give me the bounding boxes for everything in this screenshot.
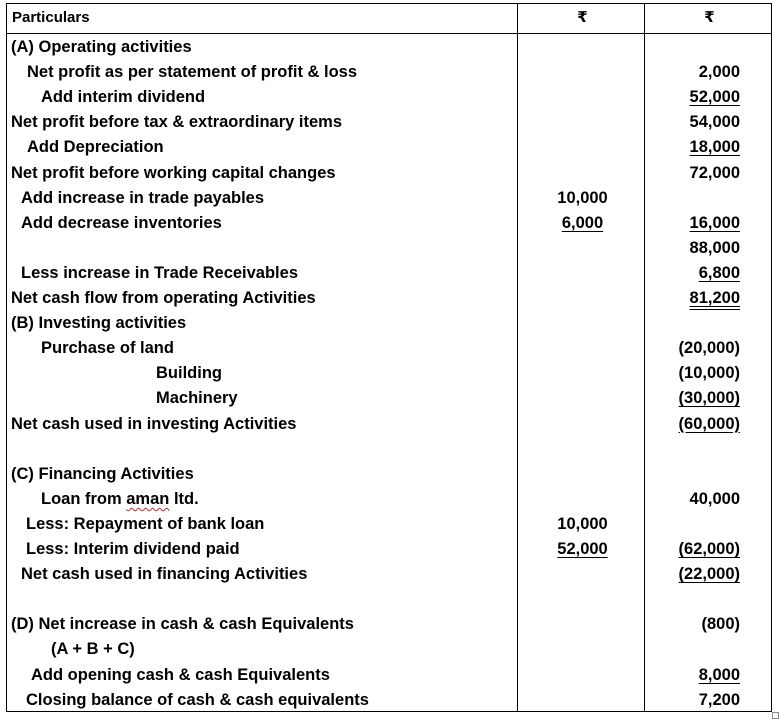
table-row (7, 512, 771, 537)
table-row (7, 336, 771, 361)
row-particulars: Net cash used in financing Activities (21, 565, 308, 584)
row-amount-col2 (646, 386, 740, 411)
row-amount-col2 (646, 211, 740, 236)
amount-value: 8,000 (698, 665, 740, 684)
row-amount-col1 (519, 537, 646, 562)
table-row (7, 236, 771, 261)
header-rupee-col2: ₹ (704, 9, 715, 26)
row-amount-col2 (646, 85, 740, 110)
row-particulars: Add opening cash & cash Equivalents (31, 665, 330, 684)
row-amount-col2 (646, 161, 740, 186)
row-particulars: Net profit as per statement of profit & loss (27, 63, 358, 82)
row-particulars: Net cash used in investing Activities (11, 414, 297, 433)
spellcheck-flagged-word[interactable]: aman (126, 489, 170, 508)
row-particulars: Net cash flow from operating Activities (11, 289, 316, 307)
amount-value: (22,000) (678, 565, 740, 584)
table-row (7, 637, 771, 662)
row-amount-col2 (646, 663, 740, 688)
amount-value: (20,000) (678, 339, 740, 358)
row-amount-col2 (646, 487, 740, 512)
row-amount-col2 (646, 412, 740, 437)
header-divider (7, 33, 771, 34)
table-row (7, 186, 771, 211)
row-particulars: Add Depreciation (27, 138, 164, 157)
row-particulars: Machinery (156, 389, 238, 408)
table-row (7, 361, 771, 386)
table-row (7, 612, 771, 637)
table-row (7, 110, 771, 135)
table-row (7, 60, 771, 85)
row-particulars: Less: Repayment of bank loan (26, 514, 265, 533)
table-resize-handle[interactable] (772, 712, 779, 719)
row-amount-col2 (646, 286, 740, 311)
table-row (7, 85, 771, 110)
row-amount-col2 (646, 612, 740, 637)
amount-value: 52,000 (557, 540, 608, 558)
table-row (7, 663, 771, 688)
amount-value: 16,000 (689, 213, 740, 232)
amount-value: 52,000 (689, 88, 740, 107)
row-amount-col2 (646, 261, 740, 286)
header-row (7, 4, 771, 31)
row-particulars: (B) Investing activities (11, 314, 187, 333)
row-amount-col2 (646, 110, 740, 135)
row-amount-col2 (646, 688, 740, 713)
row-particulars: Loan from aman ltd. (41, 489, 199, 508)
table-row (7, 161, 771, 186)
row-particulars: Closing balance of cash & cash equivalents (26, 690, 369, 709)
row-particulars: (C) Financing Activities (11, 464, 194, 483)
row-particulars: Add interim dividend (41, 88, 206, 107)
table-row (7, 537, 771, 562)
amount-value: (60,000) (678, 414, 740, 433)
row-amount-col2 (646, 336, 740, 361)
amount-value: 72,000 (689, 163, 740, 182)
row-amount-col2 (646, 135, 740, 160)
amount-value: 2,000 (698, 63, 740, 82)
amount-value: 7,200 (698, 690, 740, 709)
table-row (7, 311, 771, 336)
row-particulars: Net profit before tax & extraordinary items (11, 113, 342, 132)
amount-value: 40,000 (689, 489, 740, 508)
amount-value: 88,000 (689, 238, 740, 257)
table-row (7, 35, 771, 60)
row-particulars: Add increase in trade payables (21, 188, 265, 207)
amount-value: 6,800 (698, 263, 740, 282)
row-amount-col2 (646, 562, 740, 587)
amount-value: 81,200 (689, 289, 740, 307)
amount-value: (800) (701, 615, 740, 634)
table-row (7, 386, 771, 411)
row-amount-col1 (519, 186, 646, 211)
amount-value: 10,000 (557, 514, 608, 533)
table-row (7, 562, 771, 587)
row-particulars: (A + B + C) (51, 640, 135, 659)
amount-value: 10,000 (557, 188, 608, 207)
row-particulars: (A) Operating activities (11, 38, 192, 56)
row-particulars: Less increase in Trade Receivables (21, 263, 298, 282)
row-amount-col1 (519, 211, 646, 236)
amount-value: 54,000 (689, 113, 740, 132)
table-row (7, 135, 771, 160)
table-row (7, 487, 771, 512)
table-row (7, 412, 771, 437)
table-row (7, 211, 771, 236)
row-particulars: Less: Interim dividend paid (26, 540, 240, 558)
row-particulars: Building (156, 364, 222, 383)
amount-value: 6,000 (561, 213, 604, 232)
table-row (7, 587, 771, 612)
row-amount-col2 (646, 236, 740, 261)
amount-value: 18,000 (689, 138, 740, 157)
table-row (7, 261, 771, 286)
amount-value: (10,000) (678, 364, 740, 383)
table-row (7, 462, 771, 487)
row-amount-col2 (646, 537, 740, 562)
row-particulars: Purchase of land (41, 339, 174, 358)
row-particulars: Add decrease inventories (21, 213, 222, 232)
header-particulars: Particulars (12, 9, 90, 26)
header-rupee-col1: ₹ (577, 9, 588, 26)
table-row (7, 437, 771, 462)
cash-flow-statement-table (6, 3, 772, 712)
row-amount-col2 (646, 361, 740, 386)
amount-value: (30,000) (678, 389, 740, 408)
table-row (7, 286, 771, 311)
row-amount-col1 (519, 512, 646, 537)
row-particulars: (D) Net increase in cash & cash Equivalents (11, 615, 354, 634)
row-particulars: Net profit before working capital changes (11, 163, 336, 182)
row-amount-col2 (646, 60, 740, 85)
amount-value: (62,000) (678, 540, 740, 558)
table-row (7, 688, 771, 713)
